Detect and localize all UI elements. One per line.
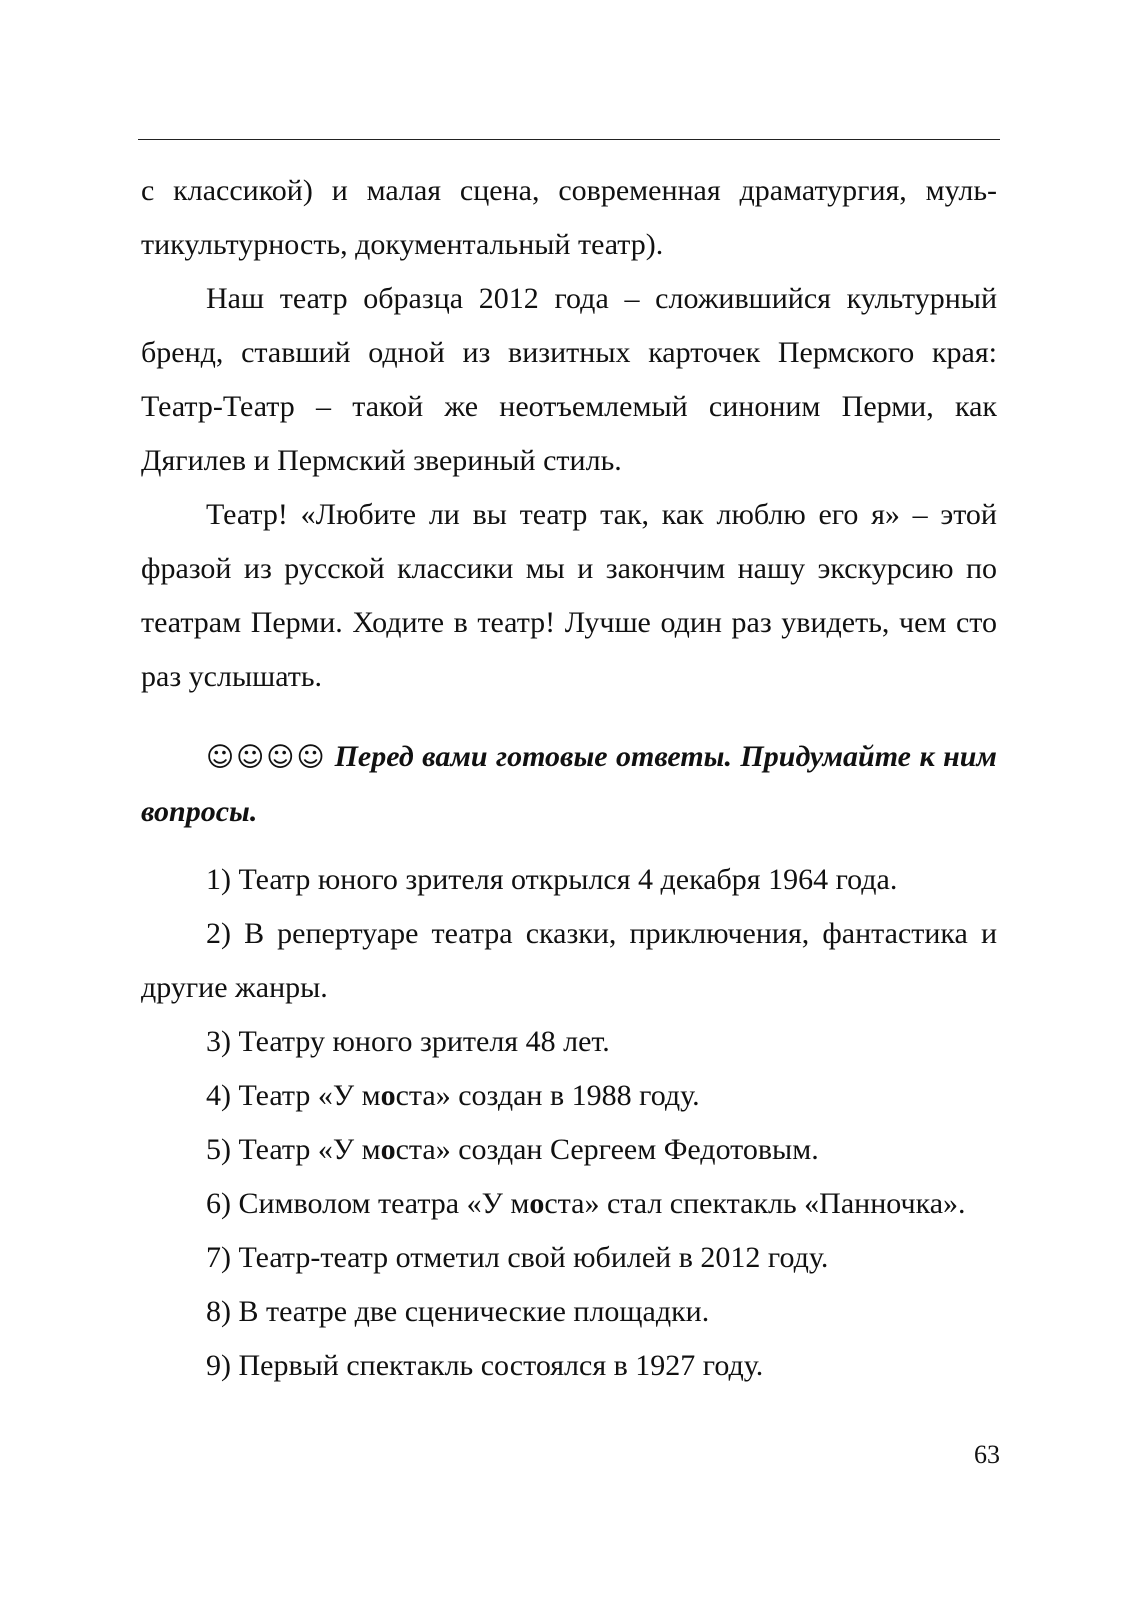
- paragraph-3: Театр! «Любите ли вы театр так, как люблю его я» – этой фразой из русской классики мы и закончим нашу экскурсию по театрам Перми. Ходите в театр! Лучше один раз увидеть, чем сто раз услышать.: [141, 498, 997, 693]
- answer-item-7: 7) Театр-театр отметил свой юбилей в 2012 году.: [206, 1241, 829, 1274]
- answer-item-2: 2) В репертуаре театра сказки, приключения, фантастика и другие жанры.: [141, 917, 997, 1004]
- answer-item-5-pre: 5) Театр «У м: [206, 1133, 381, 1166]
- answer-item-4-bold: о: [380, 1079, 396, 1112]
- answer-item-6: [141, 1177, 997, 1231]
- answer-item-5-bold: о: [380, 1133, 396, 1166]
- page-content: [141, 164, 997, 1393]
- answer-item-5-post: ста» создан Сергеем Федотовым.: [395, 1133, 819, 1166]
- answer-item-9: 9) Первый спектакль состоялся в 1927 году.: [206, 1349, 764, 1382]
- answer-item-4-pre: 4) Театр «У м: [206, 1079, 381, 1112]
- answer-item-1: 1) Театр юного зрителя открылся 4 декабря 1964 года.: [206, 863, 898, 896]
- answer-item-3: 3) Театру юного зрителя 48 лет.: [206, 1025, 610, 1058]
- smiley-icons: ☺☺☺☺: [206, 742, 327, 773]
- answer-item-8: 8) В театре две сценические площадки.: [206, 1295, 710, 1328]
- paragraph-1-line-1: с классикой) и малая сцена, современная драматургия, муль-: [141, 174, 997, 207]
- answer-item-6-post: ста» стал спектакль «Панночка».: [544, 1187, 966, 1220]
- task-heading: [141, 730, 997, 839]
- answer-item-5: [141, 1123, 997, 1177]
- answer-item-4-post: ста» создан в 1988 году.: [395, 1079, 700, 1112]
- answer-item-6-bold: о: [529, 1187, 545, 1220]
- answer-item-4: [141, 1069, 997, 1123]
- paragraph-2: Наш театр образца 2012 года – сложившийся культурный бренд, ставший одной из визитных карточек Пермского края: Театр-Театр – такой же неотъемлемый синоним Перми, как Дягилев и Пермский звериный стиль.: [141, 282, 997, 477]
- task-heading-text: Перед вами готовые ответы. Придумайте к ним вопросы.: [141, 740, 997, 828]
- answer-item-6-pre: 6) Символом театра «У м: [206, 1187, 530, 1220]
- header-rule: [138, 139, 1000, 140]
- paragraph-1-line-2: тикультурность, документальный театр).: [141, 228, 664, 261]
- page-number: 63: [974, 1440, 1000, 1469]
